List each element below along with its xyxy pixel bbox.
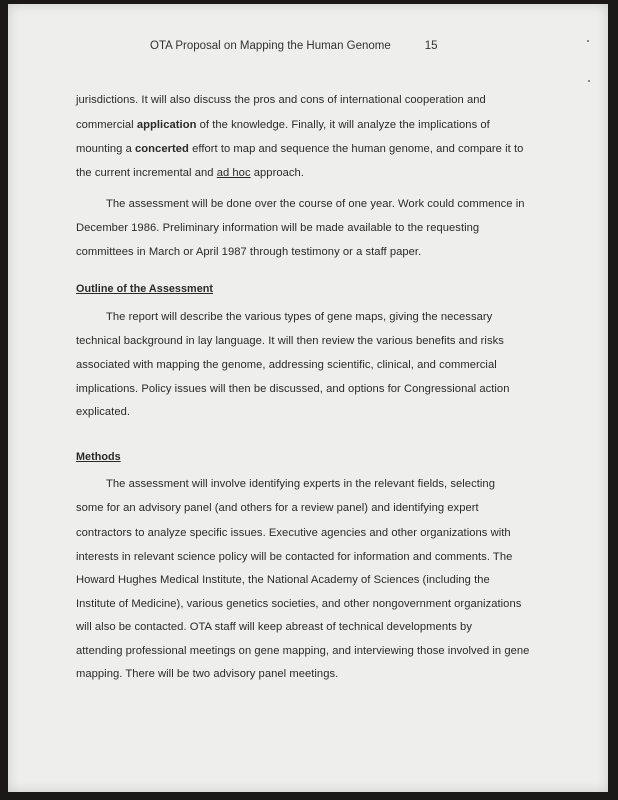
- text-line: will also be contacted. OTA staff will keep abreast of technical developments by: [76, 621, 472, 633]
- text: effort to map and sequence the human genome, and compare it to: [188, 143, 524, 155]
- text-line: Howard Hughes Medical Institute, the National Academy of Sciences (including the: [76, 574, 490, 586]
- speck: [588, 80, 590, 82]
- text-line: mapping. There will be two advisory panel meetings.: [76, 668, 339, 680]
- text-line: [76, 167, 304, 179]
- bold-text: concerted: [135, 143, 189, 155]
- page-header: [150, 40, 438, 52]
- text-line: [76, 143, 523, 155]
- text-line: associated with mapping the genome, addressing scientific, clinical, and commercial: [76, 359, 497, 371]
- text-line: [76, 119, 490, 131]
- text-line: The assessment will be done over the course of one year. Work could commence in: [106, 198, 525, 210]
- text-line: jurisdictions. It will also discuss the pros and cons of international cooperation and: [76, 94, 486, 106]
- text: of the knowledge. Finally, it will analyze the implications of: [196, 119, 490, 131]
- text: commercial: [76, 119, 137, 131]
- speck: [587, 40, 589, 42]
- page-header-title: OTA Proposal on Mapping the Human Genome: [150, 40, 391, 52]
- text-line: Institute of Medicine), various genetics societies, and other nongovernment organizations: [76, 598, 522, 610]
- text-line: interests in relevant science policy will be contacted for information and comments. The: [76, 551, 513, 563]
- section-heading-methods: Methods: [76, 451, 121, 463]
- text-line: contractors to analyze specific issues. Executive agencies and other organizations with: [76, 527, 511, 539]
- text-line: December 1986. Preliminary information will be made available to the requesting: [76, 222, 480, 234]
- text-line: The report will describe the various types of gene maps, giving the necessary: [106, 311, 493, 323]
- underlined-text: ad hoc: [216, 167, 251, 179]
- text-line: The assessment will involve identifying experts in the relevant fields, selecting: [106, 478, 495, 490]
- text: mounting a: [76, 143, 136, 155]
- text: the current incremental and: [76, 167, 217, 179]
- text: approach.: [250, 167, 304, 179]
- text-line: explicated.: [76, 406, 131, 418]
- section-heading-outline: Outline of the Assessment: [76, 283, 214, 295]
- text-line: some for an advisory panel (and others for a review panel) and identifying expert: [76, 502, 479, 514]
- text-line: implications. Policy issues will then be discussed, and options for Congressional action: [76, 383, 510, 395]
- page-number: 15: [424, 40, 438, 52]
- text-line: technical background in lay language. It will then review the various benefits and risks: [76, 335, 504, 347]
- bold-text: application: [136, 119, 197, 131]
- text-line: attending professional meetings on gene mapping, and interviewing those involved in gene: [76, 645, 530, 657]
- text-line: committees in March or April 1987 through testimony or a staff paper.: [76, 246, 422, 258]
